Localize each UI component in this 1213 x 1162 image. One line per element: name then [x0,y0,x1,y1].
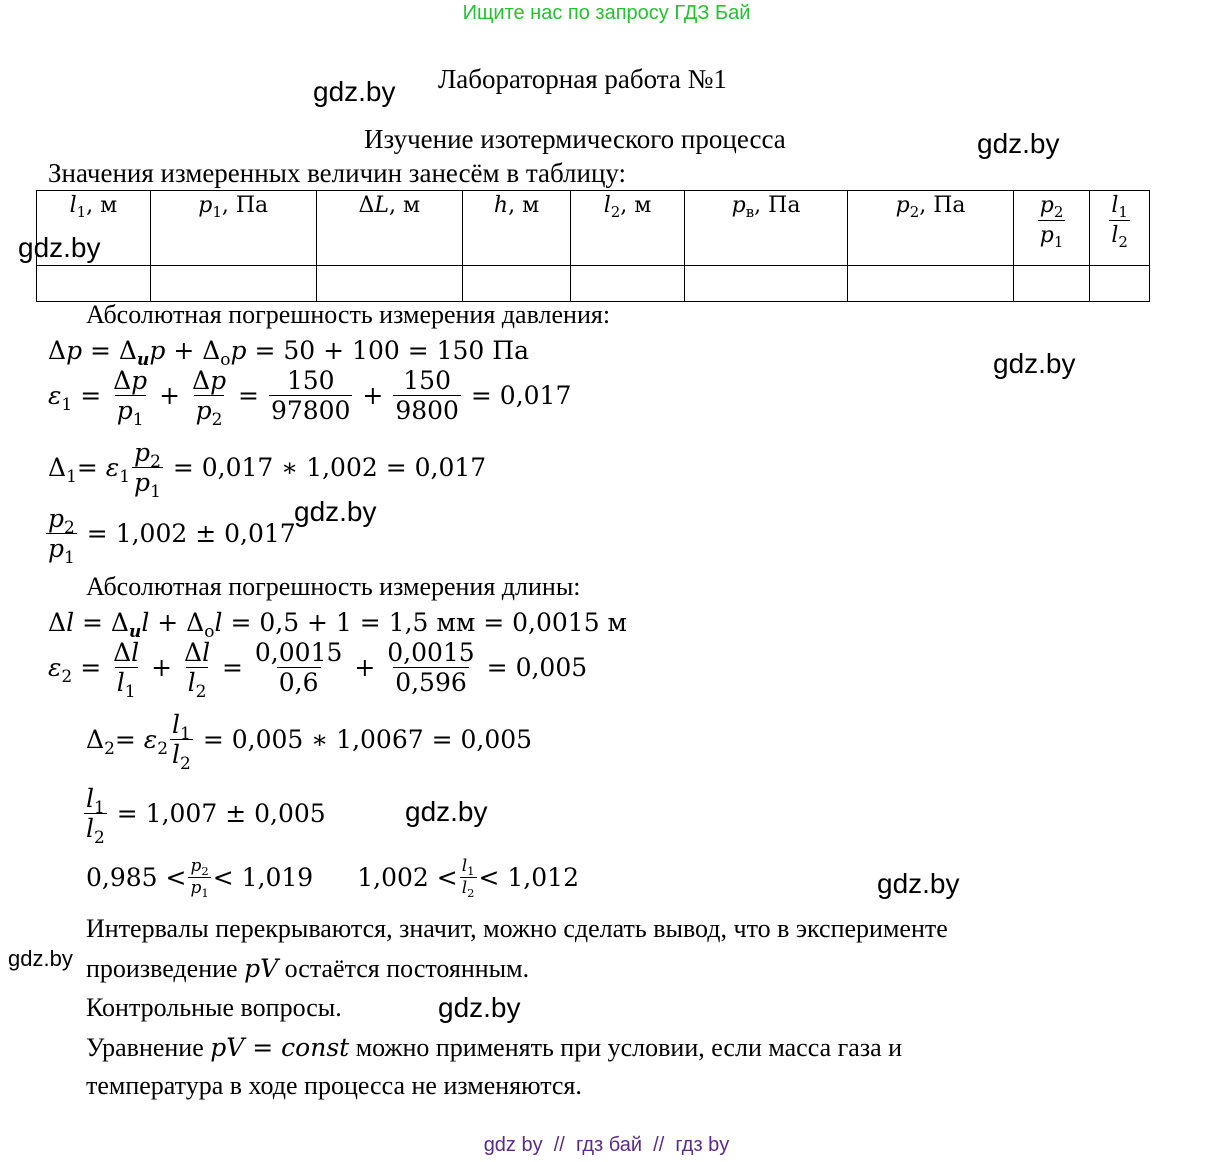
p-ratio-formula: $\frac{p_2}{p_1}$ = 1,002 ± 0,017 [48,504,296,568]
p-ratio-result: = 1,002 ± 0,017 [86,519,296,548]
col-p2: $p_2$, Па [848,191,1014,266]
page-subtitle: Изучение изотермического процесса [364,124,786,154]
footer-links[interactable]: gdz by // гдз бай // гдз by [483,1134,730,1156]
dp-formula: $\Delta p = \Delta_иp + \Delta_op = 50 + 100 = 150$ Па [48,336,529,370]
questions-line-1: Уравнение pV = const можно применять при условии, если масса газа и [86,1033,903,1062]
col-l1-l2: $\frac{l_1}{l_2}$ [1090,191,1150,266]
watermark: gdz.by [405,796,488,827]
watermark: gdz.by [294,496,377,527]
measurements-table [36,190,1150,302]
eps1-den: 97800 [270,396,351,425]
eps1-formula: $\varepsilon_1$ = $\frac{\Delta p}{p_1}$ + $\frac{\Delta p}{p_2}$ = $\frac{150}{97800}$ + $\frac{150}{9800}$ = 0,017 [48,366,572,430]
l-interval-low: 1,002 [357,863,429,892]
eps2-result: = 0,005 [486,653,588,682]
delta2-values: = 0,005 ∗ 1,0067 = 0,005 [202,725,533,754]
col-h: h, м [462,191,570,266]
pressure-heading: Абсолютная погрешность измерения давления: [86,300,611,329]
delta1-values: = 0,017 ∗ 1,002 = 0,017 [172,453,487,482]
eps2-formula: $\varepsilon_2$ = $\frac{\Delta l}{l_1}$ + $\frac{\Delta l}{l_2}$ = $\frac{0,0015}{0,6}$ + $\frac{0,0015}{0,596}$ = 0,005 [48,638,588,702]
dl-formula: $\Delta l = \Delta_иl + \Delta_ol = 0,5 + 1 = 1,5$ мм = 0,0015 м [48,608,627,642]
col-l2: $l_2$, м [571,191,685,266]
eps2-den: 0,596 [395,668,467,697]
col-p1: $p_1$, Па [150,191,316,266]
watermark: gdz.by [438,992,521,1023]
p-interval-high: 1,019 [241,863,314,892]
table-cell [1090,266,1150,302]
eps1-num: 150 [286,366,335,395]
watermark: gdz.by [313,76,396,107]
delta2-formula: $\Delta_2= \varepsilon_2$ $\frac{l_1}{l_2}$ = 0,005 ∗ 1,0067 = 0,005 [86,710,533,774]
dp-values: = 50 + 100 = 150 Па [254,336,529,365]
table-header-row [37,191,1150,266]
delta1-formula: $\Delta_1= \varepsilon_1$ $\frac{p_2}{p_1}$ = 0,017 ∗ 1,002 = 0,017 [48,438,487,502]
header-search-link[interactable]: Ищите нас по запросу ГДЗ Бай [462,2,751,24]
conclusion-line-1: Интервалы перекрываются, значит, можно сделать вывод, что в эксперименте [86,914,948,943]
p-interval-low: 0,985 [86,863,158,892]
table-row [37,266,1150,302]
col-l1: $l_1$, м [37,191,151,266]
eps2-num: 0,0015 [254,638,343,667]
page-title: Лабораторная работа №1 [438,64,727,94]
table-cell [1013,266,1089,302]
table-cell [462,266,570,302]
eps1-num: 150 [403,366,451,395]
col-pv: $p_в$, Па [684,191,847,266]
questions-line-2: температура в ходе процесса не изменяются. [86,1071,582,1100]
l-ratio-result: = 1,007 ± 0,005 [116,799,326,828]
watermark: gdz.by [977,128,1060,159]
col-dL: ΔL, м [316,191,462,266]
l-ratio-formula: $\frac{l_1}{l_2}$ = 1,007 ± 0,005 [86,784,326,848]
eps2-num: 0,0015 [387,638,475,667]
table-cell [848,266,1014,302]
table-cell [571,266,685,302]
eps1-result: = 0,017 [470,381,572,410]
watermark: gdz.by [8,946,73,971]
eps2-den: 0,6 [278,668,319,697]
watermark: gdz.by [993,348,1076,379]
eps1-den: 9800 [395,396,459,425]
l-interval-high: 1,012 [507,863,579,892]
table-intro: Значения измеренных величин занесём в таблицу: [48,158,627,188]
questions-heading: Контрольные вопросы. [86,993,342,1022]
table-cell [150,266,316,302]
conclusion-line-2: произведение pV остаётся постоянным. [86,954,530,983]
dl-values: = 0,5 + 1 = 1,5 мм = 0,0015 м [230,608,627,637]
table-cell [37,266,151,302]
col-p2-p1: $\frac{p_2}{p_1}$ [1013,191,1089,266]
watermark: gdz.by [877,868,960,899]
watermark: gdz.by [18,232,101,263]
table-cell [316,266,462,302]
length-heading: Абсолютная погрешность измерения длины: [86,572,581,601]
intervals-line: 0,985 < $\frac{p_2}{p_1}$ < 1,019 1,002 < $\frac{l_1}{l_2}$ < 1,012 [86,856,579,901]
table-cell [684,266,847,302]
